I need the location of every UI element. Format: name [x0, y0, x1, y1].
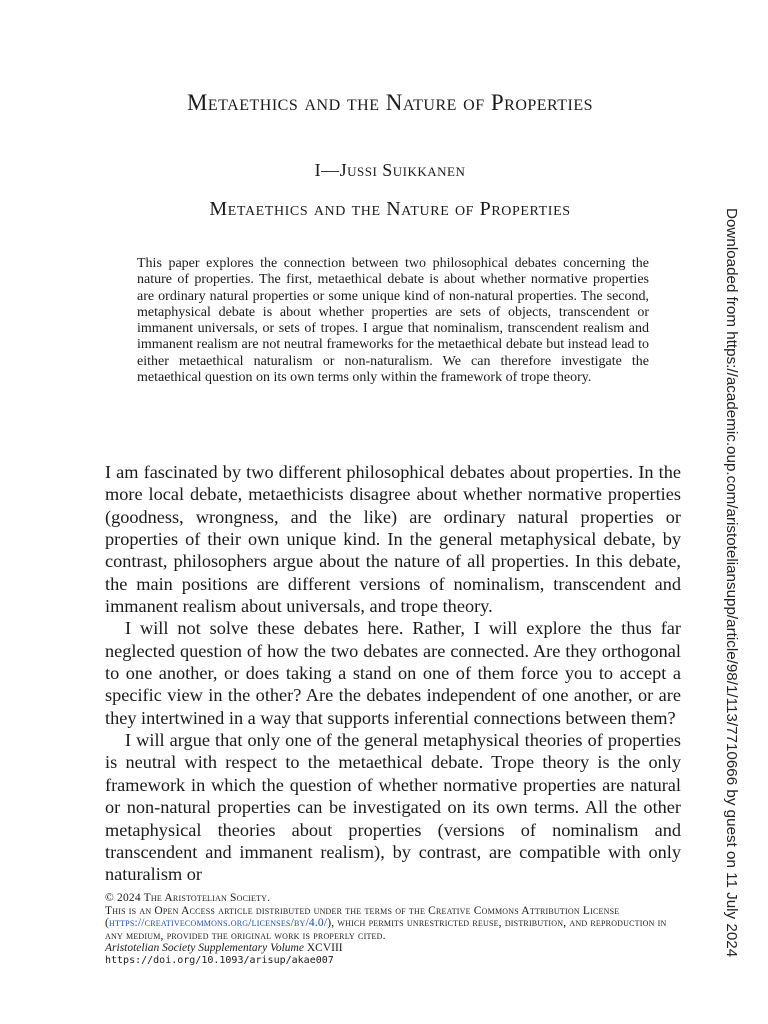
license-suffix: ), which permits unrestricted reuse, distribution, and reproduction in any medium, provided the original work is properly cited. — [105, 917, 667, 942]
body-text — [105, 461, 681, 886]
copyright-line: © 2024 The Aristotelian Society. — [105, 892, 271, 904]
body-paragraph-1: I am fascinated by two different philosophical debates about properties. In the more local debate, metaethicists disagree about whether normative properties (goodness, wrongness, and the like) are ordinary natural properties or properties of their own unique kind. In the general metaphysical debate, by contrast, philosophers argue about the nature of all properties. In this debate, the main positions are different versions of nominalism, transcendent and immanent realism about universals, and trope theory. — [105, 462, 681, 617]
journal-line — [105, 942, 685, 955]
body-paragraph-2: I will not solve these debates here. Rather, I will explore the thus far neglected question of how the two debates are connected. Are they orthogonal to one another, or does taking a stand on one of them force you to accept a specific view in the other? Are the debates independent of one another, or are they intertwined in a way that supports inferential connections between them? — [105, 618, 681, 728]
abstract: This paper explores the connection between two philosophical debates concerning the nature of properties. The first, metaethical debate is about whether normative properties are ordinary natural properties or some unique kind of non-natural properties. The second, metaphysical debate is about whether properties are sets of objects, transcendent or immanent universals, or sets of tropes. I argue that nominalism, transcendent realism and immanent realism are not neutral frameworks for the metaethical debate but instead lead to either metaethical naturalism or non-naturalism. We can therefore investigate the metaethical question on its own terms only within the framework of trope theory. — [137, 256, 649, 386]
license-prefix: This is an Open Access article distributed under the terms of the Creative Commons Attribution License ( — [105, 904, 620, 930]
doi-link[interactable]: https://doi.org/10.1093/arisup/akae007 — [105, 954, 334, 966]
download-watermark: Downloaded from https://academic.oup.com/aristoteliansupp/article/98/1/113/7710666 by guest on 11 July 2024 — [723, 208, 740, 958]
running-head-title: Metaethics and the Nature of Properties — [186, 90, 594, 115]
article-title: Metaethics and the Nature of Properties — [209, 198, 571, 220]
author-line: I—Jussi Suikkanen — [314, 160, 466, 180]
body-paragraph-3: I will argue that only one of the general metaphysical theories of properties is neutral with respect to the metaethical debate. Trope theory is the only framework in which the question of whether normative properties are natural or non-natural properties can be investigated on its own terms. All the other metaphysical theories about properties (versions of nominalism and transcendent and immanent realism), by contrast, are compatible with only naturalism or — [105, 730, 681, 885]
journal-name: Aristotelian Society Supplementary Volume — [105, 942, 304, 955]
journal-volume: XCVIII — [306, 942, 343, 955]
license-text — [105, 905, 685, 943]
footer-notice — [105, 892, 685, 968]
license-link[interactable]: https://creativecommons.org/licenses/by/4.0/ — [109, 917, 328, 930]
